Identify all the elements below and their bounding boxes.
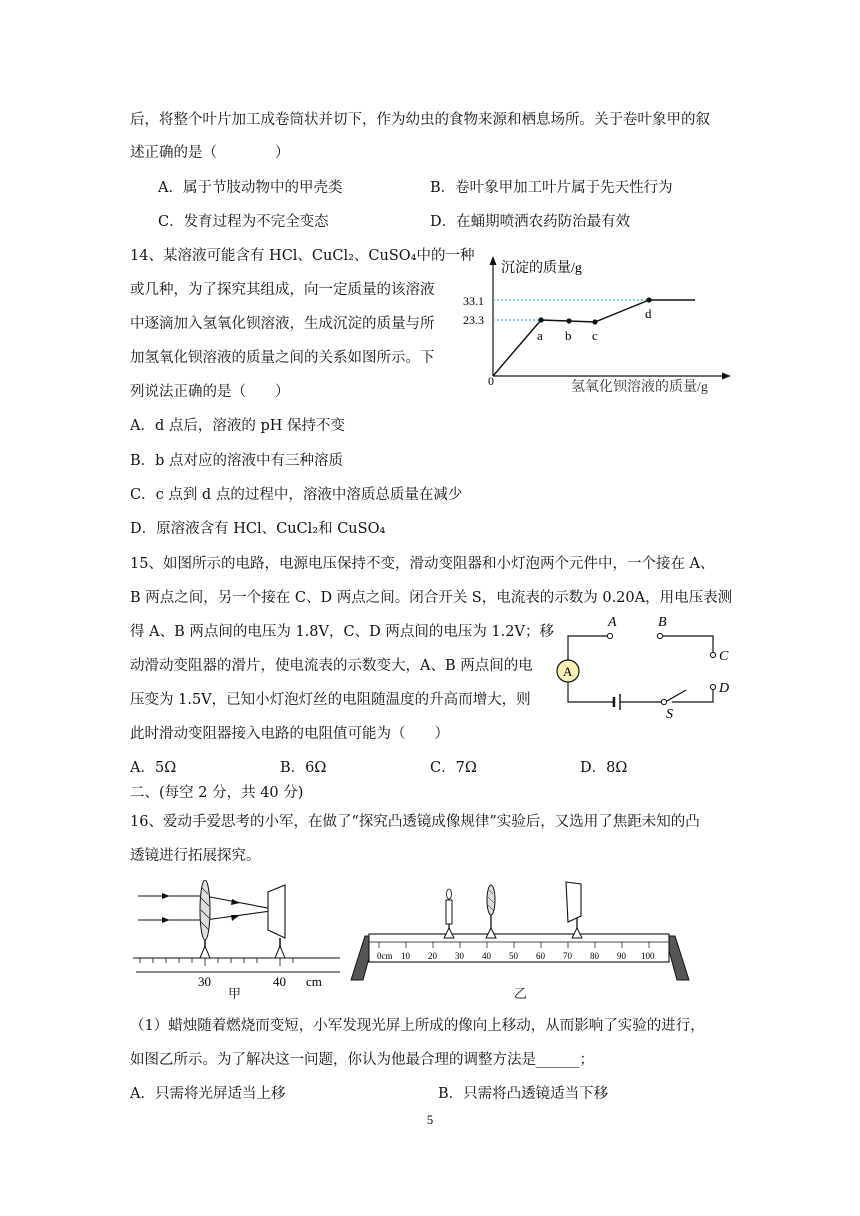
y-axis-arrow-icon [490, 256, 497, 265]
switch-pivot [661, 699, 666, 704]
light-screen-icon [268, 885, 285, 938]
q15-option-c: C．7Ω [430, 760, 477, 776]
figure-yi-optical-bench [345, 880, 695, 990]
ruler-label-40: 40 [273, 974, 286, 989]
x-axis-arrow-icon [722, 373, 731, 380]
q14-text-line: 或几种，为了探究其组成，向一定质量的该溶液 [130, 282, 435, 298]
lens-holder-icon [200, 946, 210, 958]
q13-option-b: B．卷叶象甲加工叶片属于先天性行为 [430, 180, 673, 196]
figure-caption-yi: 乙 [514, 987, 528, 1002]
bench-tick-90: 90 [617, 951, 626, 961]
wire [568, 636, 608, 660]
circuit-diagram [548, 612, 748, 722]
point-label-b: b [565, 328, 572, 343]
q14-option-b: B．b 点对应的溶液中有三种溶质 [130, 453, 344, 469]
ruler-unit: cm [306, 974, 322, 989]
bench-tick-70: 70 [563, 951, 572, 961]
point-label-a: a [537, 328, 543, 343]
candle-holder-icon [444, 928, 454, 938]
bench-tick-20: 20 [428, 951, 437, 961]
screen-holder-icon [572, 928, 582, 938]
point-b [566, 318, 571, 323]
section-heading: 二、(每空 2 分，共 40 分) [130, 785, 304, 801]
q14-text-line: 加氢氧化钡溶液的质量之间的关系如图所示。下 [130, 350, 435, 366]
ruler-label-30: 30 [198, 974, 211, 989]
candle-icon [446, 900, 452, 924]
screen-holder-icon [275, 946, 285, 958]
bench-tick-30: 30 [455, 951, 464, 961]
x-axis-label: 氢氧化钡溶液的质量/g [571, 380, 708, 395]
terminal-label-b: B [658, 615, 667, 630]
q14-option-a: A．d 点后，溶液的 pH 保持不变 [130, 418, 346, 434]
convex-lens-icon [200, 880, 210, 940]
origin-label: 0 [488, 374, 494, 388]
ray-arrow-icon [162, 917, 170, 923]
q13-option-a: A．属于节肢动物中的甲壳类 [158, 180, 343, 196]
light-screen-icon [566, 882, 581, 922]
q16-sub1-line: （1）蜡烛随着燃烧而变短，小军发现光屏上所成的像向上移动，从而影响了实验的进行， [130, 1018, 705, 1034]
q15-option-d: D．8Ω [580, 760, 628, 776]
bench-tick-40: 40 [482, 951, 491, 961]
y-tick-23-3: 23.3 [463, 313, 484, 327]
q15-text-line: 此时滑动变阻器接入电路的电阻值可能为（ ） [130, 726, 449, 742]
q15-text-line: 15、如图所示的电路，电源电压保持不变，滑动变阻器和小灯泡两个元件中，一个接在 A、 [130, 556, 715, 572]
terminal-a [607, 633, 612, 638]
ammeter-label: A [563, 664, 573, 679]
q15-option-b: B．6Ω [280, 760, 327, 776]
figure-caption-jia: 甲 [228, 987, 242, 1002]
refracted-ray [205, 910, 278, 920]
terminal-d [710, 684, 715, 689]
point-a [538, 317, 543, 322]
q15-text-line: 得 A、B 两点间的电压为 1.8V，C、D 两点间的电压为 1.2V；移 [130, 624, 554, 640]
q15-text-line: 压变为 1.5V，已知小灯泡灯丝的电阻随温度的升高而增大，则 [130, 692, 531, 708]
point-label-d: d [645, 306, 652, 321]
q14-option-c: C．c 点到 d 点的过程中，溶液中溶质总质量在减少 [130, 487, 463, 503]
bench-tick-60: 60 [536, 951, 545, 961]
q16-text-line: 16、爱动手爱思考的小军，在做了“探究凸透镜成像规律”实验后，又选用了焦距未知的凸 [130, 814, 700, 830]
precipitate-graph [455, 250, 740, 400]
bench-tick-0: 0cm [377, 951, 393, 961]
wire [672, 690, 713, 702]
q16-option-a: A．只需将光屏适当上移 [130, 1086, 286, 1102]
switch-label: S [666, 707, 673, 722]
switch-blade [667, 690, 686, 701]
q14-text-line: 列说法正确的是（ ） [130, 384, 290, 400]
point-c [592, 319, 597, 324]
point-label-c: c [592, 328, 598, 343]
terminal-c [710, 652, 715, 657]
ruler-ticks [140, 958, 293, 966]
q16-option-b: B．只需将凸透镜适当下移 [438, 1086, 609, 1102]
q14-text-line: 14、某溶液可能含有 HCl、CuCl₂、CuSO₄中的一种 [130, 248, 475, 264]
bench-tick-100: 100 [641, 951, 655, 961]
lens-holder-icon [486, 928, 496, 938]
terminal-label-c: C [719, 649, 729, 664]
q13-option-c: C．发育过程为不完全变态 [158, 214, 329, 230]
wire [663, 636, 713, 652]
q14-option-d: D．原溶液含有 HCl、CuCl₂和 CuSO₄ [130, 521, 386, 537]
q13-text-line: 后，将整个叶片加工成卷筒状并切下，作为幼虫的食物来源和栖息场所。关于卷叶象甲的叙 [130, 112, 710, 128]
ray-arrow-icon [162, 893, 170, 899]
refracted-ray [205, 896, 278, 910]
terminal-label-d: D [719, 681, 730, 696]
q15-option-a: A．5Ω [130, 760, 177, 776]
q14-text-line: 中逐滴加入氢氧化钡溶液，生成沉淀的质量与所 [130, 316, 435, 332]
q15-text-line: 动滑动变阻器的滑片，使电流表的示数变大，A、B 两点间的电 [130, 658, 533, 674]
q15-text-line: B 两点之间，另一个接在 C、D 两点之间。闭合开关 S，电流表的示数为 0.20A，用电压表测 [130, 590, 733, 606]
y-tick-33-1: 33.1 [463, 294, 484, 308]
point-d [646, 297, 651, 302]
page-number: 5 [426, 1112, 434, 1127]
wire [568, 682, 614, 702]
bench-tick-80: 80 [590, 951, 599, 961]
terminal-b [657, 633, 662, 638]
ray-arrow-icon [231, 915, 240, 921]
y-axis-label: 沉淀的质量/g [501, 261, 582, 276]
candle-flame-icon [447, 889, 452, 899]
terminal-label-a: A [608, 615, 617, 630]
q16-sub1-line: 如图乙所示。为了解决这一问题，你认为他最合理的调整方法是______； [130, 1052, 594, 1068]
q13-option-d: D．在蛹期喷洒农药防治最有效 [430, 214, 631, 230]
q13-text-line: 述正确的是（ ） [130, 145, 290, 161]
q16-text-line: 透镜进行拓展探究。 [130, 848, 261, 864]
bench-tick-50: 50 [509, 951, 518, 961]
bench-tick-10: 10 [401, 951, 410, 961]
